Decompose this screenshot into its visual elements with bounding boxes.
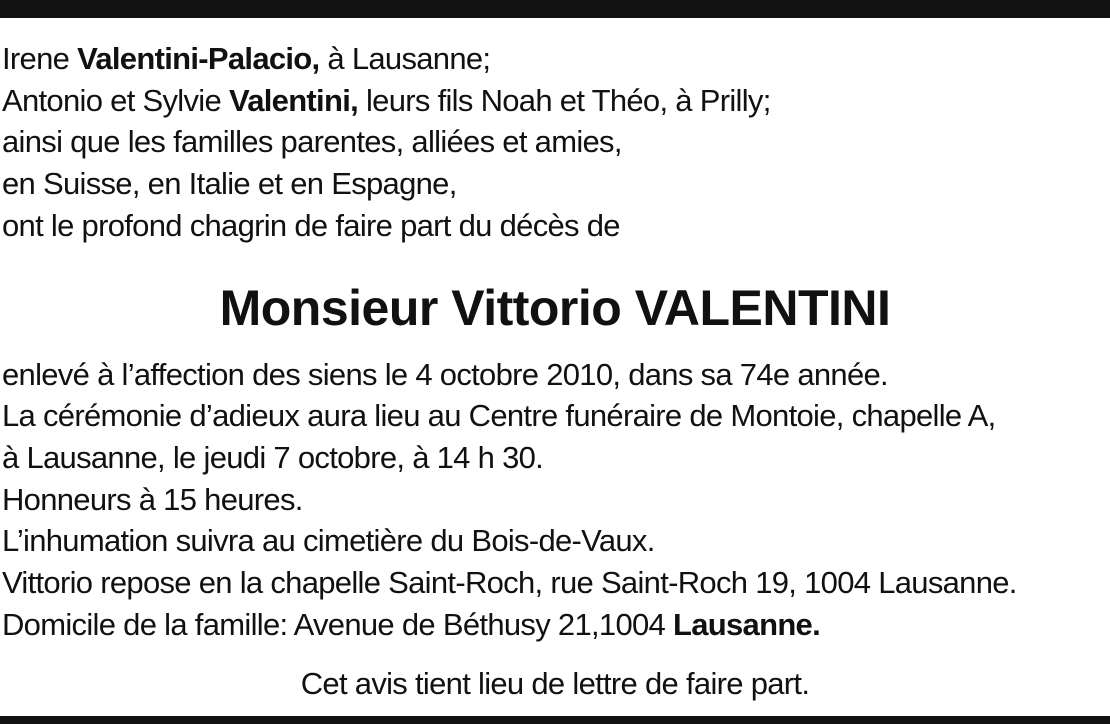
death-notice [2, 38, 1108, 645]
family-name: Valentini-Palacio, [77, 41, 320, 76]
notice-footer: Cet avis tient lieu de lettre de faire part. [300, 666, 810, 701]
intro-text: ont le profond chagrin de faire part du décès de [2, 207, 620, 243]
detail-text: Honneurs à 15 heures. [2, 481, 303, 517]
detail-line [2, 437, 1108, 479]
intro-text: Antonio et Sylvie [2, 82, 229, 118]
detail-line [2, 395, 1108, 437]
intro-text: ainsi que les familles parentes, alliées et amies, [2, 124, 622, 160]
intro-line [2, 38, 1108, 80]
intro-line [2, 205, 1108, 247]
detail-line [2, 354, 1108, 396]
detail-text: La cérémonie d’adieux aura lieu au Centre funéraire de Montoie, chapelle A, [2, 398, 996, 434]
detail-line [2, 520, 1108, 562]
bottom-rule [0, 716, 1110, 724]
detail-text: à Lausanne, le jeudi 7 octobre, à 14 h 30. [2, 439, 544, 475]
top-rule [0, 0, 1110, 18]
notice-intro [2, 38, 1108, 247]
intro-text: Irene [2, 41, 78, 76]
intro-line [2, 163, 1108, 205]
detail-text: Vittorio repose en la chapelle Saint-Roch, rue Saint-Roch 19, 1004 Lausanne. [2, 565, 1017, 601]
intro-text: à Lausanne; [319, 41, 491, 76]
detail-line [2, 562, 1108, 604]
deceased-name-heading: Monsieur Vittorio VALENTINI [219, 279, 891, 336]
detail-text: enlevé à l’affection des siens le 4 octobre 2010, dans sa 74e année. [2, 356, 888, 392]
notice-details [2, 354, 1108, 646]
city-name: Lausanne. [672, 606, 821, 642]
detail-text: L’inhumation suivra au cimetière du Bois-de-Vaux. [2, 523, 655, 559]
intro-line [2, 121, 1108, 163]
intro-line [2, 80, 1108, 122]
detail-text: Domicile de la famille: Avenue de Béthusy 21,1004 [2, 606, 673, 642]
family-name: Valentini, [228, 82, 359, 118]
intro-text: en Suisse, en Italie et en Espagne, [2, 166, 457, 202]
detail-line [2, 604, 1108, 646]
intro-text: leurs fils Noah et Théo, à Prilly; [358, 82, 771, 118]
detail-line [2, 479, 1108, 521]
